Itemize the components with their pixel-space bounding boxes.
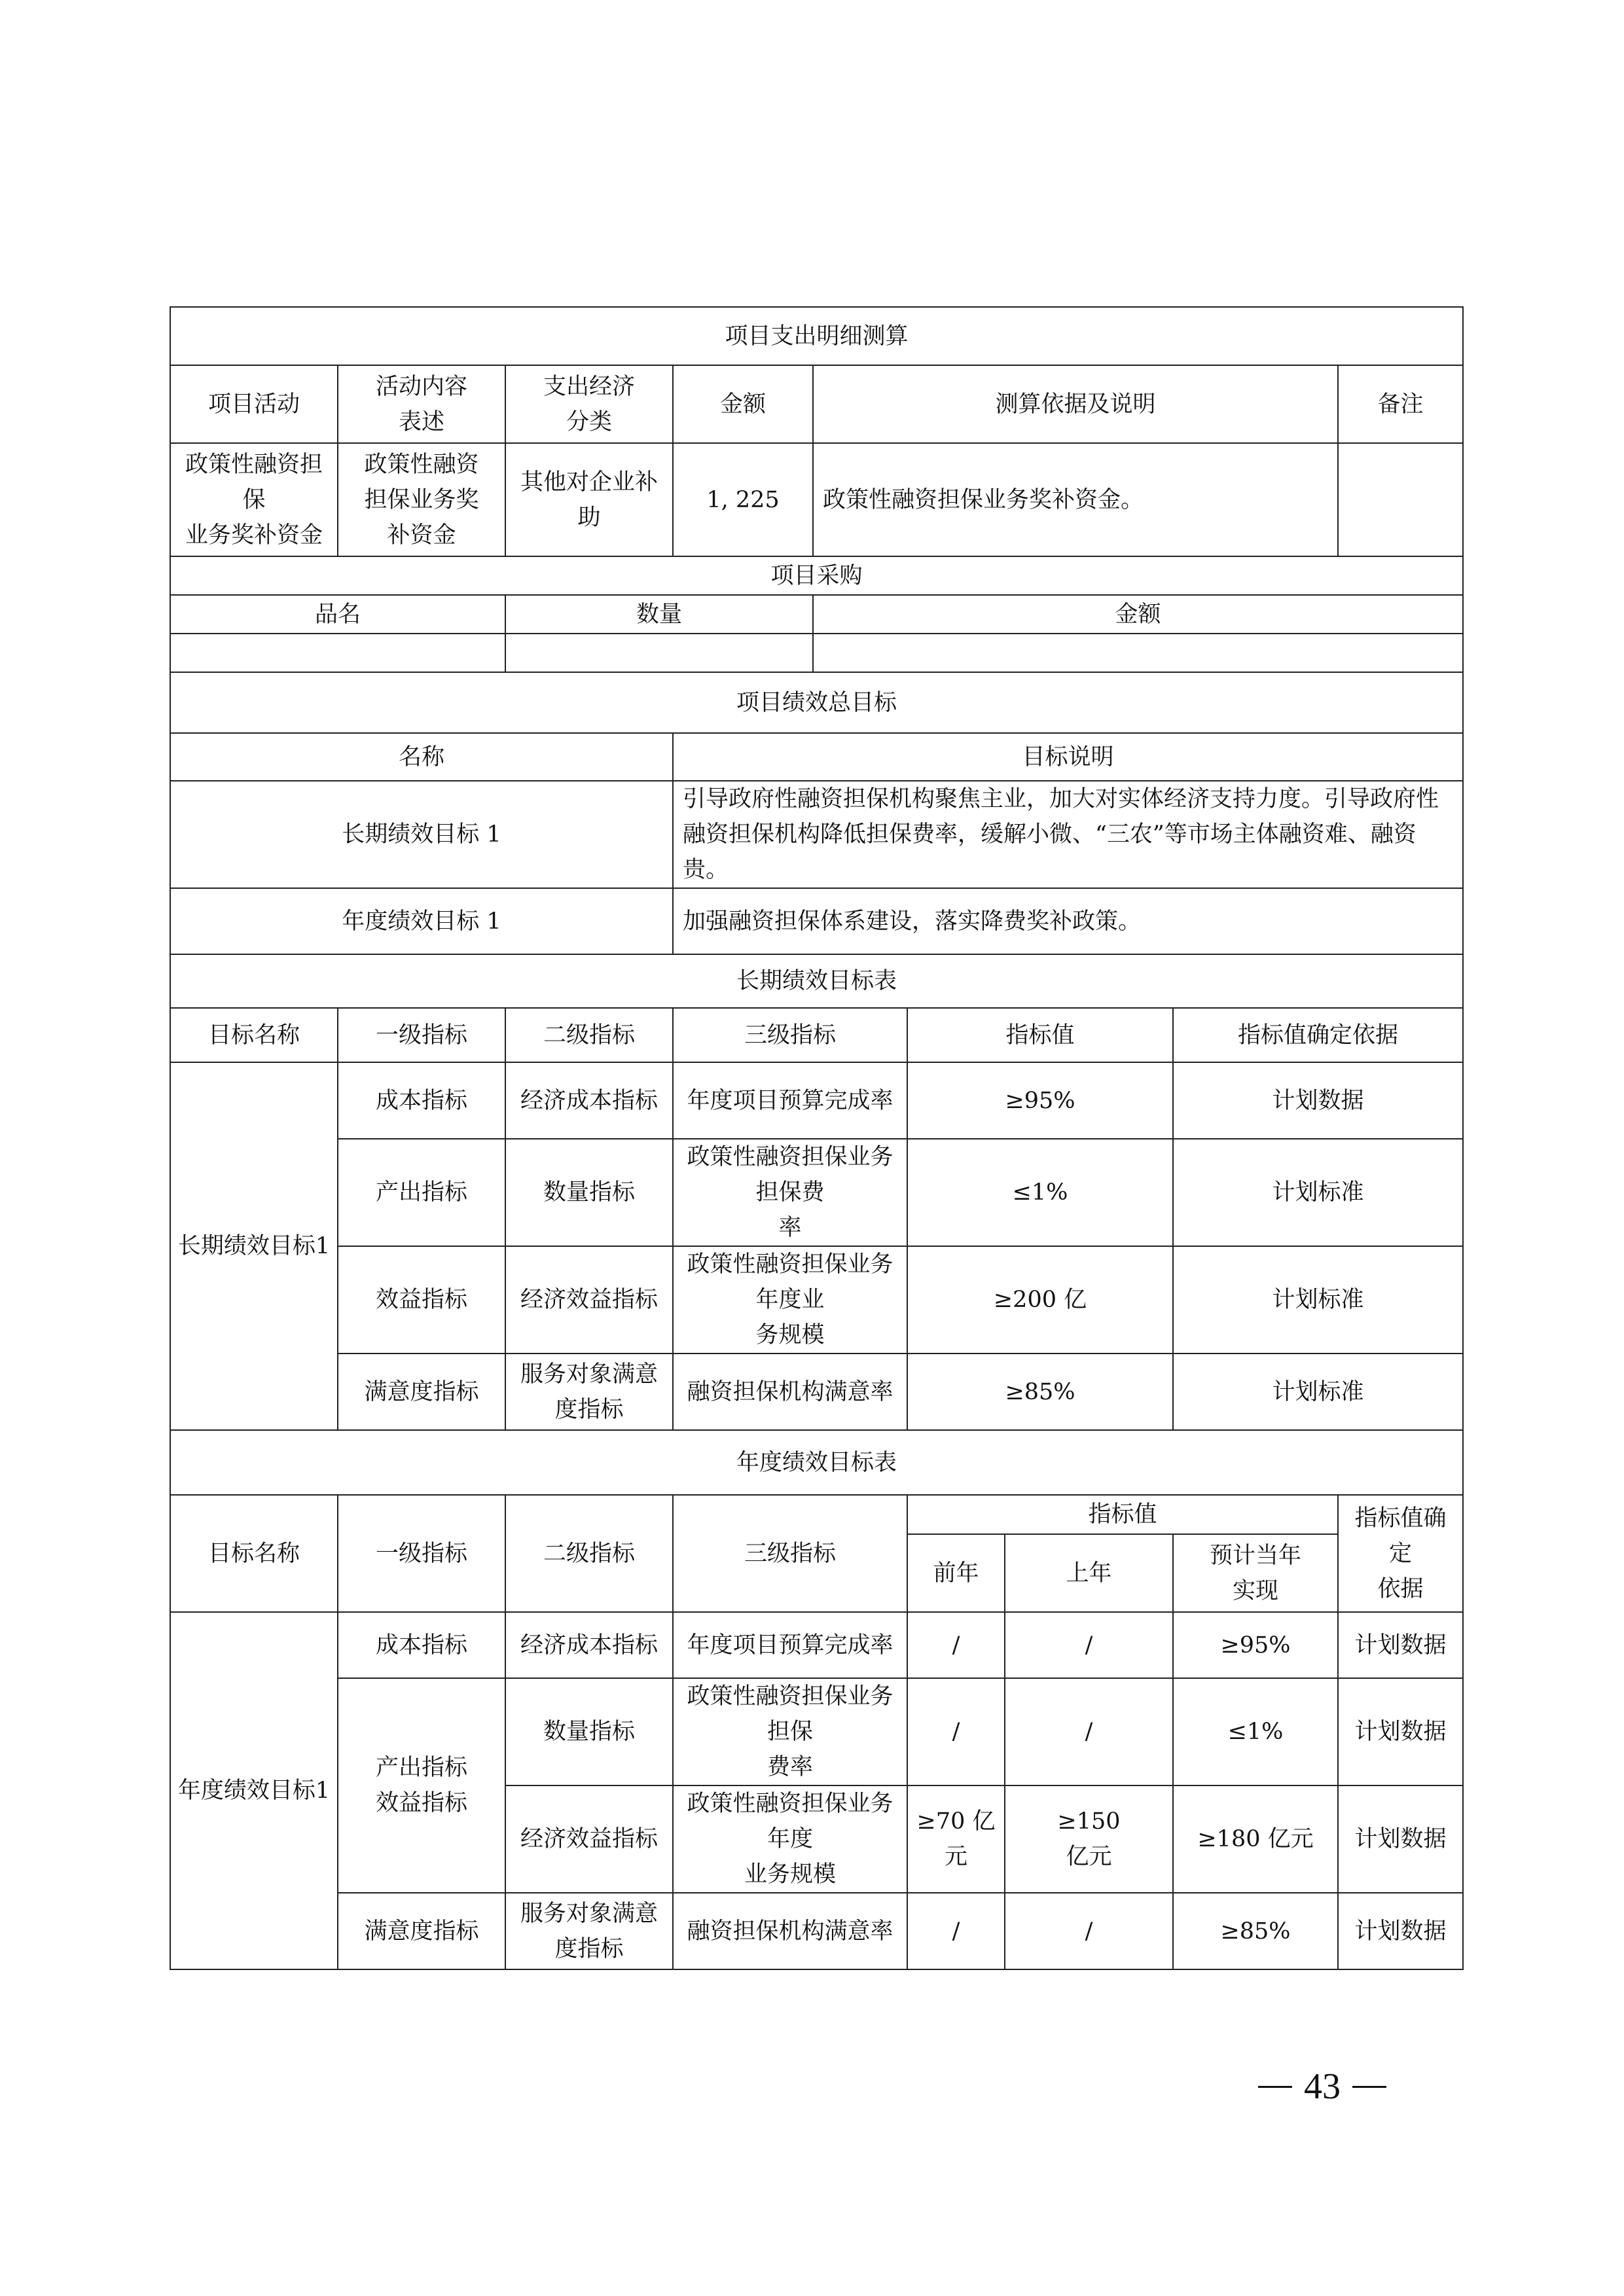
budget-table [170,306,1464,1970]
cell-value-basis: 计划数据 [1173,1062,1463,1139]
cell-second-level: 服务对象满意 度指标 [505,1893,673,1969]
cell-value-basis: 计划数据 [1338,1678,1463,1785]
cell-amount: 1, 225 [673,443,813,556]
cell-last-year: / [1005,1612,1173,1678]
cell-remarks [1338,443,1463,556]
cell-calculation-basis: 政策性融资担保业务奖补资金。 [813,443,1338,556]
cell-third-level: 政策性融资担保业务年度 业务规模 [673,1785,907,1893]
expenditure-title: 项目支出明细测算 [170,307,1463,365]
long-term-header-row [170,1008,1463,1062]
cell-indicator-value: ≥200 亿 [907,1246,1173,1354]
page-number-text: 43 [1304,2066,1341,2107]
long-term-title-row [170,954,1463,1008]
cell-third-level: 政策性融资担保业务担保 费率 [673,1678,907,1785]
long-term-row [170,1062,1463,1139]
page-number-dash-right [1352,2086,1386,2088]
cell-value-basis: 计划标准 [1173,1246,1463,1354]
cell-indicator-value: ≥85% [907,1354,1173,1430]
annual-row [170,1612,1463,1678]
cell-first-level: 产出指标 [338,1139,505,1246]
header-third-level: 三级指标 [673,1495,907,1612]
cell-year-before-last: ≥70 亿 元 [907,1785,1005,1893]
cell-indicator-value: ≥95% [907,1062,1173,1139]
procurement-title: 项目采购 [170,556,1463,595]
header-target-name: 目标名称 [170,1008,338,1062]
header-economic-classification: 支出经济 分类 [505,365,673,443]
expenditure-title-row [170,307,1463,365]
overall-goal-row [170,888,1463,954]
header-goal-name: 名称 [170,733,673,781]
header-calculation-basis: 测算依据及说明 [813,365,1338,443]
cell-third-level: 年度项目预算完成率 [673,1062,907,1139]
cell-expected-current-year: ≤1% [1173,1678,1338,1785]
cell-second-level: 经济成本指标 [505,1062,673,1139]
long-term-row [170,1354,1463,1430]
procurement-row [170,634,1463,672]
cell-year-before-last: / [907,1612,1005,1678]
annual-title-row [170,1430,1463,1495]
cell-target-name: 年度绩效目标1 [170,1612,338,1969]
header-first-level: 一级指标 [338,1495,505,1612]
cell-second-level: 数量指标 [505,1139,673,1246]
annual-row [170,1678,1463,1785]
cell-last-year: / [1005,1678,1173,1785]
header-value-basis: 指标值确定 依据 [1338,1495,1463,1612]
header-last-year: 上年 [1005,1534,1173,1612]
cell-expected-current-year: ≥180 亿元 [1173,1785,1338,1893]
cell-third-level: 政策性融资担保业务担保费 率 [673,1139,907,1246]
header-indicator-value: 指标值 [907,1008,1173,1062]
overall-goals-header-row [170,733,1463,781]
cell-third-level: 融资担保机构满意率 [673,1893,907,1969]
cell-first-level: 满意度指标 [338,1893,505,1969]
cell-year-before-last: / [907,1893,1005,1969]
cell-year-before-last: / [907,1678,1005,1785]
cell-activity-description: 政策性融资 担保业务奖 补资金 [338,443,505,556]
header-item-name: 品名 [170,595,505,634]
expenditure-row [170,443,1463,556]
long-term-row [170,1246,1463,1354]
cell-first-level: 效益指标 [338,1246,505,1354]
cell-value-basis: 计划标准 [1173,1139,1463,1246]
cell-first-level: 成本指标 [338,1062,505,1139]
header-quantity: 数量 [505,595,813,634]
long-term-row [170,1139,1463,1246]
cell-first-level: 满意度指标 [338,1354,505,1430]
cell-goal-name: 年度绩效目标 1 [170,888,673,954]
overall-goals-title-row [170,672,1463,733]
header-procurement-amount: 金额 [813,595,1463,634]
header-amount: 金额 [673,365,813,443]
cell-expected-current-year: ≥85% [1173,1893,1338,1969]
cell-second-level: 经济成本指标 [505,1612,673,1678]
cell-third-level: 政策性融资担保业务年度业 务规模 [673,1246,907,1354]
cell-value-basis: 计划数据 [1338,1785,1463,1893]
cell-goal-name: 长期绩效目标 1 [170,781,673,888]
cell-project-activity: 政策性融资担保 业务奖补资金 [170,443,338,556]
cell-third-level: 年度项目预算完成率 [673,1612,907,1678]
header-target-name: 目标名称 [170,1495,338,1612]
cell-target-name: 长期绩效目标1 [170,1062,338,1430]
overall-goals-title: 项目绩效总目标 [170,672,1463,733]
header-expected-current-year: 预计当年 实现 [1173,1534,1338,1612]
procurement-title-row [170,556,1463,595]
cell-value-basis: 计划数据 [1338,1893,1463,1969]
header-year-before-last: 前年 [907,1534,1005,1612]
cell-value-basis: 计划数据 [1338,1612,1463,1678]
cell-first-level: 成本指标 [338,1612,505,1678]
header-activity-description: 活动内容 表述 [338,365,505,443]
annual-title: 年度绩效目标表 [170,1430,1463,1495]
cell-last-year: ≥150 亿元 [1005,1785,1173,1893]
cell-second-level: 数量指标 [505,1678,673,1785]
header-second-level: 二级指标 [505,1008,673,1062]
cell-procurement-amount [813,634,1463,672]
document-body [170,306,1462,1970]
page-number-dash-left [1258,2086,1292,2088]
cell-second-level: 经济效益指标 [505,1246,673,1354]
header-second-level: 二级指标 [505,1495,673,1612]
annual-row [170,1893,1463,1969]
header-third-level: 三级指标 [673,1008,907,1062]
header-value-basis: 指标值确定依据 [1173,1008,1463,1062]
header-first-level: 一级指标 [338,1008,505,1062]
cell-second-level: 经济效益指标 [505,1785,673,1893]
cell-quantity [505,634,813,672]
cell-value-basis: 计划标准 [1173,1354,1463,1430]
page-number [1240,2060,1404,2113]
procurement-header-row [170,595,1463,634]
annual-header-row [170,1495,1463,1534]
overall-goal-row [170,781,1463,888]
long-term-title: 长期绩效目标表 [170,954,1463,1008]
cell-expected-current-year: ≥95% [1173,1612,1338,1678]
cell-first-level-merged: 产出指标 效益指标 [338,1678,505,1893]
expenditure-header-row [170,365,1463,443]
cell-third-level: 融资担保机构满意率 [673,1354,907,1430]
header-remarks: 备注 [1338,365,1463,443]
cell-second-level: 服务对象满意 度指标 [505,1354,673,1430]
cell-goal-description: 加强融资担保体系建设，落实降费奖补政策。 [673,888,1463,954]
cell-last-year: / [1005,1893,1173,1969]
cell-economic-classification: 其他对企业补 助 [505,443,673,556]
cell-goal-description: 引导政府性融资担保机构聚焦主业，加大对实体经济支持力度。引导政府性融资担保机构降低担保费率，缓解小微、“三农”等市场主体融资难、融资贵。 [673,781,1463,888]
cell-indicator-value: ≤1% [907,1139,1173,1246]
cell-item-name [170,634,505,672]
header-project-activity: 项目活动 [170,365,338,443]
header-goal-description: 目标说明 [673,733,1463,781]
header-indicator-value: 指标值 [907,1495,1338,1534]
